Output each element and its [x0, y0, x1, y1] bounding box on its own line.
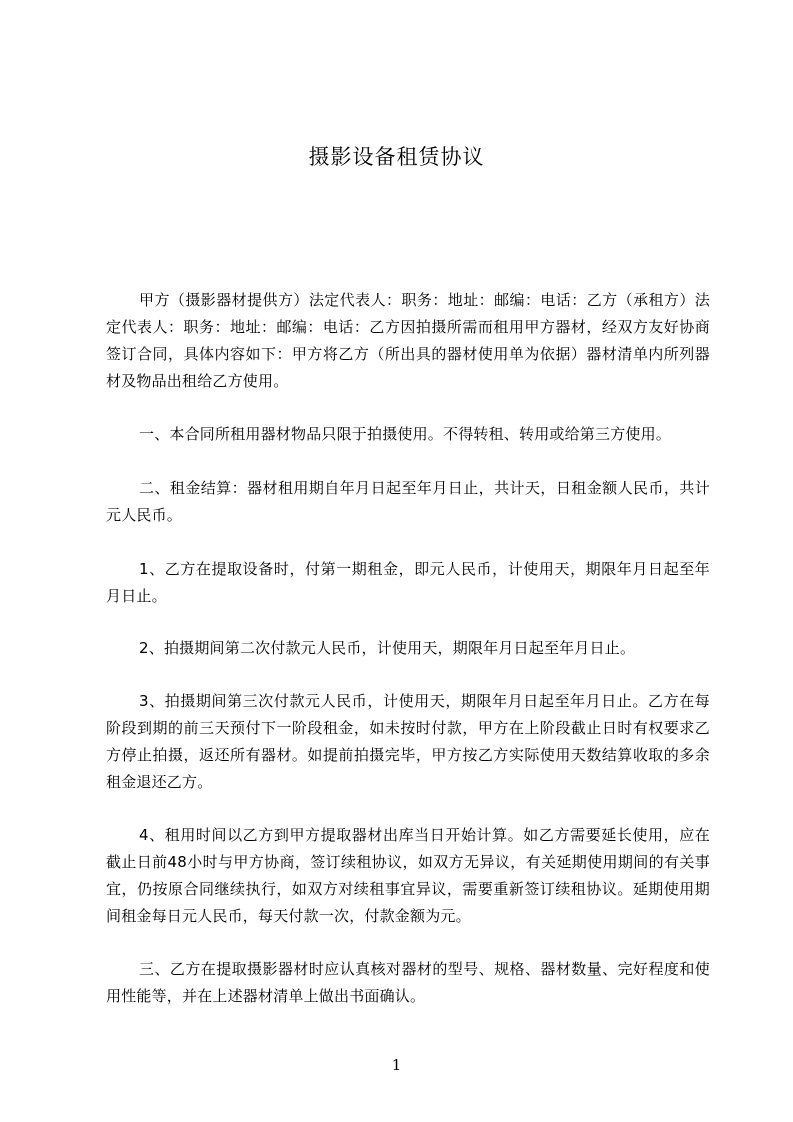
clause-2-paragraph: 二、租金结算：器材租用期自年月日起至年月日止，共计天，日租金额人民币，共计元人民币。	[106, 479, 710, 524]
preamble-paragraph: 甲方（摄影器材提供方）法定代表人：职务：地址：邮编：电话：乙方（承租方）法定代表人：职务：地址：邮编：电话：乙方因拍摄所需而租用甲方器材，经双方友好协商签订合同，具体内容如下：甲方将乙方（所出具的器材使用单为依据）器材清单内所列器材及物品出租给乙方使用。	[106, 291, 710, 390]
document-title: 摄影设备租赁协议	[308, 145, 485, 169]
payment-2-paragraph: 2、拍摄期间第二次付款元人民币，计使用天，期限年月日起至年月日止。	[139, 639, 636, 657]
clause-1-paragraph: 一、本合同所租用器材物品只限于拍摄使用。不得转租、转用或给第三方使用。	[139, 425, 672, 443]
clause-3-paragraph: 三、乙方在提取摄影器材时应认真核对器材的型号、规格、器材数量、完好程度和使用性能等，并在上述器材清单上做出书面确认。	[106, 960, 710, 1005]
payment-3-paragraph: 3、拍摄期间第三次付款元人民币，计使用天，期限年月日起至年月日止。乙方在每阶段到期的前三天预付下一阶段租金，如未按时付款，甲方在上阶段截止日时有权要求乙方停止拍摄，返还所有器材。如提前拍摄完毕，甲方按乙方实际使用天数结算收取的多余租金退还乙方。	[106, 692, 710, 791]
page-number: 1	[391, 1056, 402, 1074]
rental-term-paragraph: 4、租用时间以乙方到甲方提取器材出库当日开始计算。如乙方需要延长使用，应在截止日前48小时与甲方协商，签订续租协议，如双方无异议，有关延期使用期间的有关事宜，仍按原合同继续执行，如双方对续租事宜异议，需要重新签订续租协议。延期使用期间租金每日元人民币，每天付款一次，付款金额为元。	[106, 826, 710, 925]
payment-1-paragraph: 1、乙方在提取设备时，付第一期租金，即元人民币，计使用天，期限年月日起至年月日止。	[106, 560, 710, 605]
